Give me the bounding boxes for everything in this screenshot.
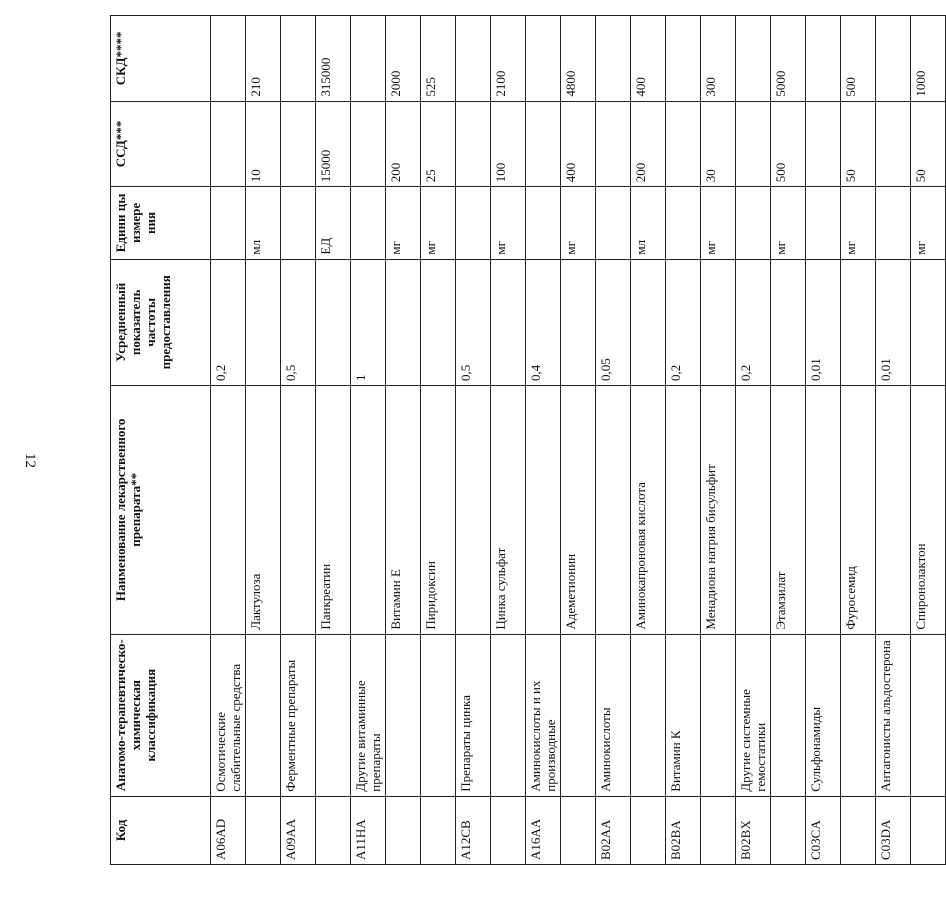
header-freq: Усредненный показатель частоты предоставления: [111, 259, 211, 385]
cell-freq: 0,5: [281, 259, 316, 385]
cell-atc: Антагонисты альдостерона: [876, 634, 911, 796]
cell-name: [806, 386, 841, 635]
cell-skd: 210: [246, 16, 281, 102]
cell-freq: 0,2: [211, 259, 246, 385]
cell-atc: Витамин К: [666, 634, 701, 796]
cell-atc: [316, 634, 351, 796]
cell-skd: 5000: [771, 16, 806, 102]
cell-name: Лактулоза: [246, 386, 281, 635]
cell-unit: мг: [911, 187, 946, 259]
cell-skd: [596, 16, 631, 102]
cell-unit: [666, 187, 701, 259]
cell-ssd: 30: [701, 101, 736, 187]
cell-skd: [876, 16, 911, 102]
cell-code: [491, 796, 526, 864]
cell-code: [386, 796, 421, 864]
cell-ssd: [211, 101, 246, 187]
cell-ssd: 15000: [316, 101, 351, 187]
table-row: [351, 16, 386, 865]
cell-unit: мг: [421, 187, 456, 259]
cell-skd: 500: [841, 16, 876, 102]
table-row: [456, 16, 491, 865]
cell-atc: Аминокислоты: [596, 634, 631, 796]
cell-code: B02AA: [596, 796, 631, 864]
table-row: [211, 16, 246, 865]
cell-name: Менадиона натрия бисульфит: [701, 386, 736, 635]
table-row: [281, 16, 316, 865]
cell-ssd: 200: [631, 101, 666, 187]
cell-unit: [596, 187, 631, 259]
cell-ssd: 200: [386, 101, 421, 187]
cell-freq: [771, 259, 806, 385]
cell-freq: [841, 259, 876, 385]
cell-unit: мл: [246, 187, 281, 259]
table-row: [666, 16, 701, 865]
cell-code: [421, 796, 456, 864]
cell-skd: 2100: [491, 16, 526, 102]
cell-unit: [211, 187, 246, 259]
cell-skd: 400: [631, 16, 666, 102]
cell-atc: [246, 634, 281, 796]
cell-atc: Препараты цинка: [456, 634, 491, 796]
cell-freq: [316, 259, 351, 385]
cell-atc: Другие системные гемостатики: [736, 634, 771, 796]
cell-skd: 300: [701, 16, 736, 102]
cell-unit: ЕД: [316, 187, 351, 259]
cell-name: Цинка сульфат: [491, 386, 526, 635]
cell-atc: Ферментные препараты: [281, 634, 316, 796]
header-unit: Едини цы измере ния: [111, 187, 211, 259]
table-body: [211, 16, 946, 865]
cell-unit: мг: [701, 187, 736, 259]
table-row: [806, 16, 841, 865]
cell-unit: [876, 187, 911, 259]
cell-atc: [701, 634, 736, 796]
cell-ssd: 10: [246, 101, 281, 187]
cell-skd: [456, 16, 491, 102]
cell-skd: [736, 16, 771, 102]
rotated-table-sheet: [110, 15, 928, 865]
cell-unit: мг: [841, 187, 876, 259]
cell-freq: 0,01: [876, 259, 911, 385]
cell-freq: 0,2: [736, 259, 771, 385]
cell-name: [876, 386, 911, 635]
cell-name: Пиридоксин: [421, 386, 456, 635]
cell-name: Витамин Е: [386, 386, 421, 635]
cell-freq: 1: [351, 259, 386, 385]
cell-ssd: [666, 101, 701, 187]
cell-name: Панкреатин: [316, 386, 351, 635]
cell-name: [456, 386, 491, 635]
header-skd: СКД****: [111, 16, 211, 102]
cell-freq: [246, 259, 281, 385]
table-header-row: [111, 16, 211, 865]
cell-unit: мг: [771, 187, 806, 259]
drug-table: [110, 15, 946, 865]
cell-unit: мг: [386, 187, 421, 259]
cell-code: [246, 796, 281, 864]
cell-ssd: [806, 101, 841, 187]
header-atc: Анатомо-терапевтическо-химическая классификация: [111, 634, 211, 796]
cell-code: [631, 796, 666, 864]
cell-name: Этамзилат: [771, 386, 806, 635]
cell-code: [911, 796, 946, 864]
table-row: [316, 16, 351, 865]
cell-code: [841, 796, 876, 864]
table-row: [771, 16, 806, 865]
cell-code: B02BA: [666, 796, 701, 864]
cell-skd: [666, 16, 701, 102]
cell-unit: [526, 187, 561, 259]
cell-atc: [631, 634, 666, 796]
cell-code: [771, 796, 806, 864]
cell-code: A12CB: [456, 796, 491, 864]
cell-unit: [806, 187, 841, 259]
cell-atc: [421, 634, 456, 796]
cell-skd: [281, 16, 316, 102]
cell-skd: [806, 16, 841, 102]
cell-skd: [211, 16, 246, 102]
table-row: [526, 16, 561, 865]
cell-name: [596, 386, 631, 635]
cell-code: [701, 796, 736, 864]
cell-name: [281, 386, 316, 635]
cell-code: A11HA: [351, 796, 386, 864]
cell-atc: [386, 634, 421, 796]
table-row: [701, 16, 736, 865]
cell-name: [211, 386, 246, 635]
cell-name: [736, 386, 771, 635]
table-row: [491, 16, 526, 865]
cell-unit: мл: [631, 187, 666, 259]
cell-freq: 0,2: [666, 259, 701, 385]
cell-freq: [911, 259, 946, 385]
cell-skd: [351, 16, 386, 102]
table-row: [911, 16, 946, 865]
cell-freq: [561, 259, 596, 385]
cell-ssd: [736, 101, 771, 187]
table-row: [596, 16, 631, 865]
cell-atc: [911, 634, 946, 796]
cell-ssd: [456, 101, 491, 187]
cell-name: Фуросемид: [841, 386, 876, 635]
cell-unit: [351, 187, 386, 259]
table-row: [561, 16, 596, 865]
cell-atc: Осмотические слабительные средства: [211, 634, 246, 796]
table-row: [246, 16, 281, 865]
cell-skd: 315000: [316, 16, 351, 102]
cell-ssd: [876, 101, 911, 187]
cell-code: C03DA: [876, 796, 911, 864]
cell-freq: 0,5: [456, 259, 491, 385]
cell-code: [561, 796, 596, 864]
cell-freq: [631, 259, 666, 385]
cell-code: [316, 796, 351, 864]
cell-skd: 1000: [911, 16, 946, 102]
table-row: [876, 16, 911, 865]
cell-ssd: 50: [841, 101, 876, 187]
cell-ssd: [281, 101, 316, 187]
cell-code: C03CA: [806, 796, 841, 864]
cell-atc: Другие витаминные препараты: [351, 634, 386, 796]
table-row: [421, 16, 456, 865]
header-ssd: ССД***: [111, 101, 211, 187]
table-row: [736, 16, 771, 865]
cell-ssd: 50: [911, 101, 946, 187]
cell-ssd: 100: [491, 101, 526, 187]
cell-freq: [701, 259, 736, 385]
cell-unit: мг: [561, 187, 596, 259]
cell-freq: 0,4: [526, 259, 561, 385]
cell-code: A06AD: [211, 796, 246, 864]
cell-atc: [771, 634, 806, 796]
cell-name: [666, 386, 701, 635]
table-row: [386, 16, 421, 865]
cell-code: A16AA: [526, 796, 561, 864]
header-name: Наименование лекарственного препарата**: [111, 386, 211, 635]
cell-unit: мг: [491, 187, 526, 259]
cell-ssd: [526, 101, 561, 187]
cell-ssd: 400: [561, 101, 596, 187]
cell-skd: 4800: [561, 16, 596, 102]
cell-freq: [491, 259, 526, 385]
cell-freq: [421, 259, 456, 385]
cell-atc: [561, 634, 596, 796]
cell-atc: [491, 634, 526, 796]
cell-code: B02BX: [736, 796, 771, 864]
cell-unit: [281, 187, 316, 259]
cell-unit: [736, 187, 771, 259]
page-number: 12: [22, 453, 38, 468]
cell-ssd: 500: [771, 101, 806, 187]
cell-freq: 0,05: [596, 259, 631, 385]
cell-skd: 525: [421, 16, 456, 102]
cell-name: [526, 386, 561, 635]
cell-code: A09AA: [281, 796, 316, 864]
table-row: [631, 16, 666, 865]
cell-atc: Сульфонамиды: [806, 634, 841, 796]
cell-ssd: [351, 101, 386, 187]
cell-ssd: [596, 101, 631, 187]
cell-name: Спиронолактон: [911, 386, 946, 635]
header-code: Код: [111, 796, 211, 864]
cell-atc: [841, 634, 876, 796]
cell-name: [351, 386, 386, 635]
cell-freq: 0,01: [806, 259, 841, 385]
table-row: [841, 16, 876, 865]
cell-freq: [386, 259, 421, 385]
cell-name: Аминокапроновая кислота: [631, 386, 666, 635]
cell-name: Адеметионин: [561, 386, 596, 635]
cell-skd: 2000: [386, 16, 421, 102]
cell-atc: Аминокислоты и их производные: [526, 634, 561, 796]
cell-ssd: 25: [421, 101, 456, 187]
cell-unit: [456, 187, 491, 259]
cell-skd: [526, 16, 561, 102]
